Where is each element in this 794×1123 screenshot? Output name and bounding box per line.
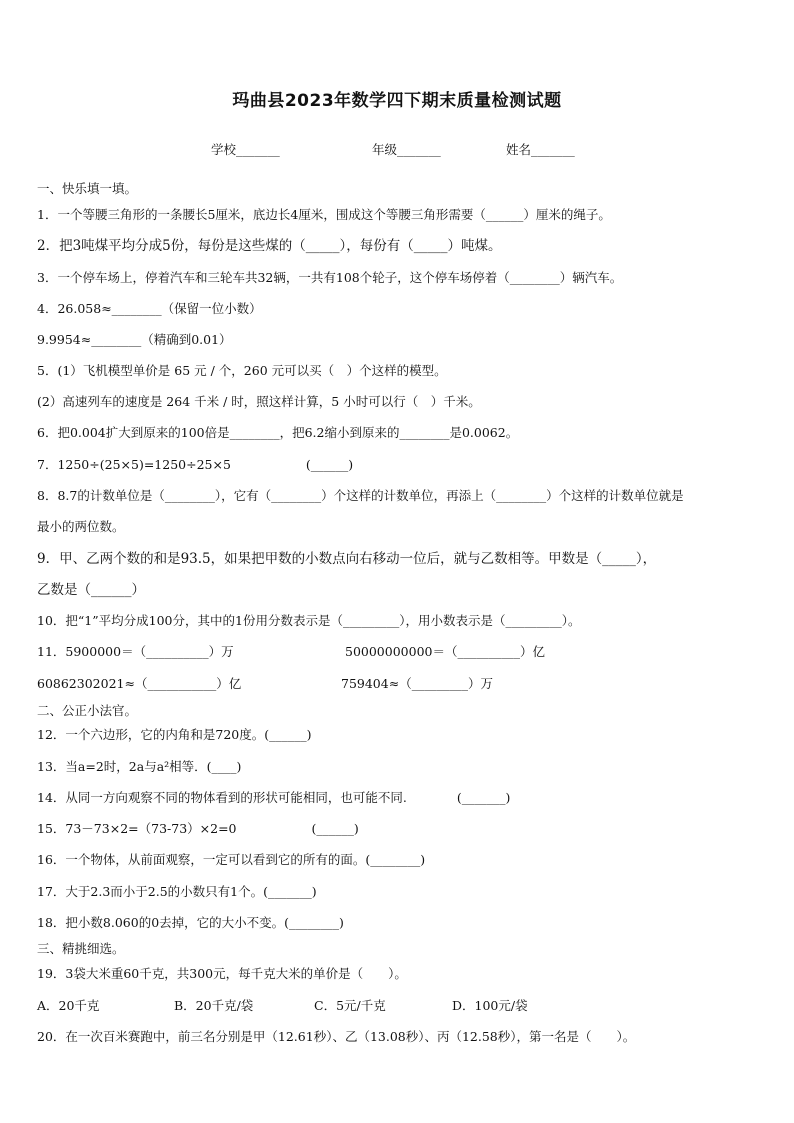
question-3: 3．一个停车场上，停着汽车和三轮车共32辆，一共有108个轮子，这个停车场停着（________）辆汽车。	[37, 270, 623, 285]
option-b: B．20千克/袋	[174, 998, 254, 1013]
question-19: 19．3袋大米重60千克，共300元，每千克大米的单价是（ ）。	[37, 966, 407, 981]
question-4b: 9.9954≈________（精确到0.01）	[37, 332, 232, 347]
question-11b: 50000000000＝（__________）亿	[345, 644, 545, 659]
question-17: 17．大于2.3而小于2.5的小数只有1个。(_______)	[37, 884, 317, 899]
question-5b: (2）高速列车的速度是 264 千米 / 时，照这样计算，5 小时可以行（ ）千米。	[37, 394, 481, 409]
question-11c: 60862302021≈（___________）亿	[37, 676, 242, 691]
section-heading: 一、快乐填一填。	[37, 181, 138, 196]
question-7: 7．1250÷(25×5)=1250÷25×5 (______)	[37, 457, 354, 472]
question-11a: 11．5900000＝（__________）万	[37, 644, 234, 659]
question-18: 18．把小数8.060的0去掉，它的大小不变。(________)	[37, 915, 344, 930]
section-heading: 三、精挑细选。	[37, 941, 125, 956]
question-20: 20．在一次百米赛跑中，前三名分别是甲（12.61秒）、乙（13.08秒）、丙（12.58秒），第一名是（ ）。	[37, 1029, 636, 1044]
question-13: 13．当a=2时，2a与a²相等．(____)	[37, 759, 242, 774]
question-15: 15．73－73×2=（73-73）×2=0 (______)	[37, 821, 359, 836]
question-6: 6．把0.004扩大到原来的100倍是________，把6.2缩小到原来的________是0.0062。	[37, 425, 519, 440]
question-11d: 759404≈（_________）万	[341, 676, 493, 691]
option-a: A．20千克	[37, 998, 100, 1013]
question-12: 12．一个六边形，它的内角和是720度。(______)	[37, 727, 312, 742]
question-8: 8．8.7的计数单位是（________），它有（________）个这样的计数单位，再添上（________）个这样的计数单位就是	[37, 488, 684, 503]
section-heading: 二、公正小法官。	[37, 703, 138, 718]
question-1: 1．一个等腰三角形的一条腰长5厘米，底边长4厘米，围成这个等腰三角形需要（______）厘米的绳子。	[37, 207, 611, 222]
question-5a: 5．(1）飞机模型单价是 65 元 / 个，260 元可以买（ ）个这样的模型。	[37, 363, 447, 378]
question-14: 14．从同一方向观察不同的物体看到的形状可能相同，也可能不同. (_______)	[37, 790, 511, 805]
question-9: 9．甲、乙两个数的和是93.5，如果把甲数的小数点向右移动一位后，就与乙数相等。甲数是（_____），	[37, 551, 657, 567]
question-16: 16．一个物体，从前面观察，一定可以看到它的所有的面。(________)	[37, 852, 426, 867]
grade-field: 年级_______	[372, 142, 441, 157]
option-c: C．5元/千克	[314, 998, 386, 1013]
question-10: 10．把“1”平均分成100分，其中的1份用分数表示是（_________），用小数表示是（_________）。	[37, 613, 581, 628]
name-field: 姓名_______	[506, 142, 575, 157]
question-4a: 4．26.058≈________（保留一位小数）	[37, 301, 262, 316]
question-9-cont: 乙数是（______）	[37, 582, 145, 598]
page-title: 玛曲县2023年数学四下期末质量检测试题	[232, 91, 562, 111]
question-2: 2．把3吨煤平均分成5份，每份是这些煤的（_____），每份有（_____）吨煤。	[37, 238, 502, 254]
question-8-cont: 最小的两位数。	[37, 519, 125, 534]
option-d: D．100元/袋	[452, 998, 528, 1013]
school-field: 学校_______	[211, 142, 280, 157]
